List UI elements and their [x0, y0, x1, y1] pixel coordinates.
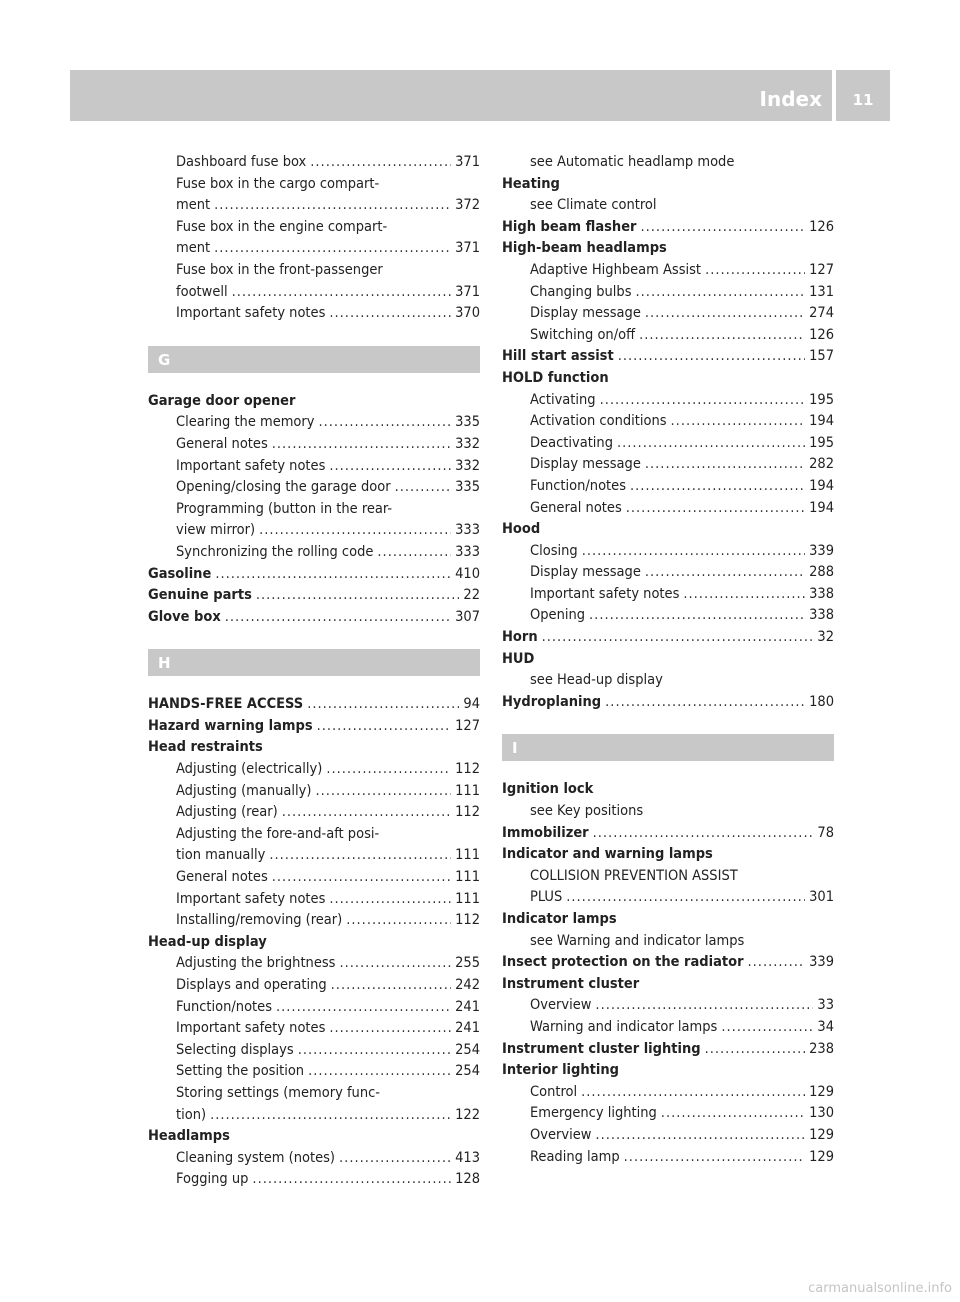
- page-ref: 370: [455, 305, 480, 322]
- entry-label: Immobilizer: [502, 824, 589, 841]
- entry-label: tion): [176, 1106, 207, 1123]
- index-subentry: [148, 456, 480, 478]
- index-heading: Headlamps: [148, 1128, 230, 1145]
- index-heading: Indicator lamps: [502, 911, 617, 927]
- index-subentry: [148, 238, 480, 260]
- entry-label: Fuse box in the engine compart-: [176, 218, 388, 235]
- entry-label: ment: [176, 197, 211, 214]
- leader-dots: [605, 692, 805, 714]
- index-heading: Garage door opener: [148, 392, 296, 409]
- index-heading: Indicator and warning lamps: [502, 846, 713, 863]
- index-subentry: [502, 866, 834, 888]
- index-subentry: [148, 824, 480, 846]
- entry-label: Deactivating: [530, 434, 613, 451]
- index-subentry: [502, 303, 834, 325]
- index-entry: [148, 607, 480, 629]
- leader-dots: [339, 953, 451, 975]
- page-ref: 32: [817, 629, 834, 646]
- leader-dots: [624, 1147, 805, 1169]
- index-heading: Instrument cluster: [502, 975, 640, 992]
- entries-h: [148, 694, 480, 1191]
- index-entry: [502, 627, 834, 649]
- index-subentry: [148, 260, 480, 282]
- entry-label: Displays and operating: [176, 977, 327, 993]
- entry-label: Display message: [530, 456, 641, 473]
- entry-label: Important safety notes: [176, 305, 326, 322]
- leader-dots: [214, 195, 451, 217]
- entry-label: Setting the position: [176, 1063, 305, 1080]
- entry-label: see Automatic headlamp mode: [530, 154, 735, 170]
- index-subentry: [502, 325, 834, 347]
- entry-label: Programming (button in the rear-: [176, 500, 393, 517]
- index-subentry: [502, 433, 834, 455]
- page-ref: 372: [455, 197, 480, 214]
- header-title: Index: [759, 87, 822, 111]
- page-ref: 111: [455, 890, 480, 907]
- page-ref: 371: [455, 240, 480, 257]
- leader-dots: [595, 1125, 805, 1147]
- index-subentry: [148, 953, 480, 975]
- index-subentry: [502, 476, 834, 498]
- page-ref: 333: [455, 522, 480, 539]
- leader-dots: [276, 997, 451, 1019]
- leader-dots: [645, 454, 805, 476]
- leader-dots: [630, 476, 805, 498]
- page-ref: 288: [809, 564, 834, 581]
- page-ref: 254: [455, 1041, 480, 1058]
- entry-label: Adaptive Highbeam Assist: [530, 261, 702, 278]
- leader-dots: [272, 867, 451, 889]
- entry-label: Adjusting (manually): [176, 782, 312, 799]
- index-subentry: [148, 217, 480, 239]
- index-heading: Hood: [502, 521, 541, 538]
- leader-dots: [319, 412, 452, 434]
- leader-dots: [595, 995, 813, 1017]
- entry-label: Adjusting (rear): [176, 804, 278, 821]
- index-entry: [148, 716, 480, 738]
- page-ref: 338: [809, 607, 834, 624]
- page-ref: 128: [455, 1171, 480, 1188]
- entry-label: General notes: [530, 499, 622, 516]
- page-ref: 332: [455, 457, 480, 474]
- index-subentry: [502, 562, 834, 584]
- index-subentry: [502, 1147, 834, 1169]
- entry-label: Genuine parts: [148, 587, 252, 604]
- leader-dots: [317, 716, 451, 738]
- leader-dots: [310, 152, 451, 174]
- leader-dots: [259, 520, 451, 542]
- index-heading: Ignition lock: [502, 781, 594, 798]
- index-subentry: [502, 260, 834, 282]
- entry-label: HANDS-FREE ACCESS: [148, 696, 304, 713]
- index-heading: HUD: [502, 650, 535, 667]
- leader-dots: [331, 975, 451, 997]
- page-ref: 33: [817, 997, 834, 1014]
- page-ref: 282: [809, 456, 834, 473]
- page-ref: 194: [809, 413, 834, 430]
- page-ref: 129: [809, 1083, 834, 1100]
- index-subentry: [502, 152, 834, 174]
- index-subentry: [148, 889, 480, 911]
- index-subentry: [502, 1125, 834, 1147]
- index-subentry: [148, 520, 480, 542]
- index-column-left: [148, 152, 480, 1191]
- leader-dots: [298, 1040, 451, 1062]
- index-subentry: [148, 802, 480, 824]
- page-ref: 112: [455, 912, 480, 929]
- leader-dots: [329, 303, 451, 325]
- index-subentry: [502, 411, 834, 433]
- entry-label: PLUS: [530, 889, 563, 906]
- entry-label: Activating: [530, 391, 596, 408]
- entry-label: Function/notes: [530, 477, 626, 494]
- entry-label: Important safety notes: [176, 890, 326, 907]
- entry-label: High beam flasher: [502, 218, 637, 235]
- section-letter-i: I: [502, 734, 834, 761]
- index-subentry: [502, 1103, 834, 1125]
- entry-label: Display message: [530, 305, 641, 322]
- index-subentry: [148, 1169, 480, 1191]
- index-subentry: [148, 152, 480, 174]
- index-subentry: [148, 477, 480, 499]
- entry-label: Adjusting the brightness: [176, 955, 336, 972]
- leader-dots: [589, 605, 805, 627]
- leader-dots: [215, 564, 451, 586]
- index-heading: Head-up display: [148, 933, 267, 950]
- entry-label: Activation conditions: [530, 413, 667, 430]
- page-ref: 332: [455, 435, 480, 452]
- index-entry: [502, 346, 834, 368]
- page-ref: 410: [455, 565, 480, 582]
- leader-dots: [626, 498, 805, 520]
- index-subentry: [502, 931, 834, 953]
- index-subentry: [502, 282, 834, 304]
- entry-label: Selecting displays: [176, 1041, 294, 1058]
- index-heading: High-beam headlamps: [502, 240, 667, 257]
- page-ref: 307: [455, 608, 480, 625]
- entry-label: Emergency lighting: [530, 1105, 657, 1122]
- entry-label: Opening: [530, 607, 586, 624]
- leader-dots: [721, 1017, 813, 1039]
- leader-dots: [315, 781, 451, 803]
- entry-label: Hazard warning lamps: [148, 717, 313, 734]
- entry-label: Control: [530, 1083, 578, 1100]
- entries-g: [148, 391, 480, 629]
- index-subentry: [502, 454, 834, 476]
- index-subentry: [502, 195, 834, 217]
- page-ref: 122: [455, 1106, 480, 1123]
- page-ref: 130: [809, 1105, 834, 1122]
- index-subentry: [502, 498, 834, 520]
- entry-label: Installing/removing (rear): [176, 912, 343, 929]
- index-subentry: [148, 781, 480, 803]
- index-subentry: [502, 887, 834, 909]
- page-ref: 241: [455, 998, 480, 1015]
- leader-dots: [214, 238, 451, 260]
- leader-dots: [593, 823, 814, 845]
- page-ref: 242: [455, 977, 480, 993]
- index-entry: [148, 564, 480, 586]
- entry-label: Hydroplaning: [502, 693, 602, 710]
- page-ref: 254: [455, 1063, 480, 1080]
- page-ref: 335: [455, 479, 480, 496]
- page-ref: 241: [455, 1020, 480, 1037]
- watermark: carmanualsonline.info: [808, 1281, 952, 1296]
- leader-dots: [329, 1018, 451, 1040]
- page-ref: 339: [809, 542, 834, 559]
- index-subentry: [502, 584, 834, 606]
- page-ref: 127: [455, 717, 480, 734]
- page-ref: 157: [809, 348, 834, 365]
- index-entry: [502, 217, 834, 239]
- header-bar: [70, 70, 832, 121]
- entry-label: Fogging up: [176, 1171, 249, 1188]
- page-ref: 126: [809, 326, 834, 343]
- page-ref: 111: [455, 869, 480, 886]
- index-subentry: [502, 390, 834, 412]
- entry-label: Synchronizing the rolling code: [176, 543, 374, 560]
- entry-label: Switching on/off: [530, 326, 636, 343]
- entry-label: footwell: [176, 283, 228, 300]
- page-ref: 127: [809, 261, 834, 278]
- index-subentry: [148, 1083, 480, 1105]
- entry-label: COLLISION PREVENTION ASSIST: [530, 867, 738, 884]
- entries-i: [502, 779, 834, 1168]
- index-subentry: [148, 434, 480, 456]
- index-subentry: [148, 412, 480, 434]
- entry-label: Changing bulbs: [530, 283, 632, 300]
- page-ref: 195: [809, 434, 834, 451]
- entry-label: Clearing the memory: [176, 414, 315, 431]
- page-ref: 129: [809, 1126, 834, 1143]
- index-heading: Head restraints: [148, 739, 263, 756]
- page-ref: 94: [463, 696, 480, 713]
- page-ref: 129: [809, 1148, 834, 1165]
- entry-label: see Warning and indicator lamps: [530, 932, 745, 949]
- leader-dots: [225, 607, 451, 629]
- entry-label: Gasoline: [148, 565, 212, 582]
- index-subentry: [148, 1148, 480, 1170]
- page-ref: 371: [455, 283, 480, 300]
- page-ref: 413: [455, 1149, 480, 1166]
- index-subentry: [502, 670, 834, 692]
- page-ref: 111: [455, 847, 480, 864]
- leader-dots: [683, 584, 805, 606]
- index-entry: [148, 585, 480, 607]
- leader-dots: [282, 802, 451, 824]
- entry-label: Display message: [530, 564, 641, 581]
- page-ref: 274: [809, 305, 834, 322]
- leader-dots: [671, 411, 806, 433]
- page-ref: 301: [809, 889, 834, 906]
- entry-label: Horn: [502, 629, 538, 646]
- entry-label: Overview: [530, 1126, 592, 1143]
- page-header: [70, 70, 890, 121]
- leader-dots: [705, 260, 805, 282]
- entry-label: Important safety notes: [530, 585, 680, 602]
- entry-label: Cleaning system (notes): [176, 1149, 336, 1166]
- leader-dots: [395, 477, 452, 499]
- page-ref: 112: [455, 804, 480, 821]
- index-subentry: [148, 997, 480, 1019]
- entry-label: see Head-up display: [530, 672, 663, 689]
- index-subentry: [502, 801, 834, 823]
- page-ref: 335: [455, 414, 480, 431]
- leader-dots: [617, 433, 805, 455]
- index-entry: [502, 952, 834, 974]
- index-subentry: [502, 995, 834, 1017]
- page-ref: 126: [809, 218, 834, 235]
- entry-label: Adjusting the fore-and-aft posi-: [176, 825, 380, 842]
- leader-dots: [232, 282, 451, 304]
- index-subentry: [148, 303, 480, 325]
- leader-dots: [542, 627, 814, 649]
- leader-dots: [641, 217, 806, 239]
- entry-label: view mirror): [176, 522, 256, 539]
- section-letter-h: H: [148, 649, 480, 676]
- index-subentry: [148, 1040, 480, 1062]
- entries-left-top: [148, 152, 480, 325]
- leader-dots: [618, 346, 805, 368]
- index-entry: [502, 1039, 834, 1061]
- entry-label: Insect protection on the radiator: [502, 954, 744, 971]
- page-ref: 112: [455, 761, 480, 778]
- entry-label: Instrument cluster lighting: [502, 1040, 701, 1057]
- index-subentry: [148, 1018, 480, 1040]
- entries-right-top: [502, 152, 834, 713]
- leader-dots: [326, 759, 451, 781]
- index-subentry: [502, 1082, 834, 1104]
- entry-label: Fuse box in the front-passenger: [176, 261, 383, 278]
- page-ref: 22: [463, 587, 480, 604]
- index-column-right: [502, 152, 834, 1168]
- page-ref: 338: [809, 585, 834, 602]
- leader-dots: [339, 1148, 451, 1170]
- leader-dots: [210, 1105, 451, 1127]
- leader-dots: [329, 889, 451, 911]
- page-ref: 255: [455, 955, 480, 972]
- page-ref: 180: [809, 693, 834, 710]
- index-heading: HOLD function: [502, 369, 609, 386]
- index-subentry: [148, 282, 480, 304]
- page-ref: 371: [455, 154, 480, 170]
- entry-label: ment: [176, 240, 211, 257]
- index-entry: [502, 692, 834, 714]
- entry-label: Storing settings (memory func-: [176, 1084, 380, 1101]
- entry-label: Reading lamp: [530, 1148, 620, 1165]
- entry-label: Adjusting (electrically): [176, 761, 323, 778]
- leader-dots: [329, 456, 451, 478]
- page-ref: 194: [809, 477, 834, 494]
- leader-dots: [636, 282, 806, 304]
- page-ref: 111: [455, 782, 480, 799]
- leader-dots: [272, 434, 451, 456]
- leader-dots: [252, 1169, 451, 1191]
- index-subentry: [148, 542, 480, 564]
- index-heading: Interior lighting: [502, 1062, 619, 1079]
- page-ref: 78: [817, 824, 834, 841]
- leader-dots: [645, 303, 805, 325]
- entry-label: see Climate control: [530, 197, 657, 214]
- leader-dots: [661, 1103, 805, 1125]
- page-number-box: [836, 70, 890, 121]
- index-subentry: [502, 1017, 834, 1039]
- entry-label: Closing: [530, 542, 578, 559]
- index-subentry: [148, 845, 480, 867]
- index-heading: Heating: [502, 175, 560, 192]
- leader-dots: [581, 1082, 805, 1104]
- page-ref: 339: [809, 954, 834, 971]
- entry-label: Important safety notes: [176, 1020, 326, 1037]
- index-entry: [502, 823, 834, 845]
- entry-label: General notes: [176, 869, 268, 886]
- leader-dots: [346, 910, 451, 932]
- page-ref: 131: [809, 283, 834, 300]
- leader-dots: [307, 694, 459, 716]
- index-subentry: [148, 759, 480, 781]
- entry-label: Warning and indicator lamps: [530, 1018, 718, 1035]
- index-subentry: [148, 1105, 480, 1127]
- index-subentry: [148, 195, 480, 217]
- page-ref: 333: [455, 543, 480, 560]
- page-ref: 34: [817, 1018, 834, 1035]
- entry-label: Hill start assist: [502, 348, 614, 365]
- leader-dots: [377, 542, 451, 564]
- index-subentry: [148, 1061, 480, 1083]
- page-ref: 238: [809, 1040, 834, 1057]
- leader-dots: [269, 845, 451, 867]
- section-letter-g: G: [148, 346, 480, 373]
- leader-dots: [748, 952, 806, 974]
- page-ref: 194: [809, 499, 834, 516]
- leader-dots: [600, 390, 806, 412]
- entry-label: Overview: [530, 997, 592, 1014]
- entry-label: tion manually: [176, 847, 266, 864]
- page-ref: 195: [809, 391, 834, 408]
- index-subentry: [148, 499, 480, 521]
- leader-dots: [256, 585, 460, 607]
- index-subentry: [148, 910, 480, 932]
- leader-dots: [705, 1039, 806, 1061]
- entry-label: Fuse box in the cargo compart-: [176, 175, 380, 192]
- entry-label: Dashboard fuse box: [176, 154, 307, 170]
- leader-dots: [308, 1061, 451, 1083]
- entry-label: Important safety notes: [176, 457, 326, 474]
- leader-dots: [582, 541, 805, 563]
- leader-dots: [639, 325, 805, 347]
- entry-label: Function/notes: [176, 998, 272, 1015]
- index-subentry: [502, 605, 834, 627]
- entry-label: see Key positions: [530, 803, 644, 820]
- index-subentry: [502, 541, 834, 563]
- index-entry: [148, 694, 480, 716]
- entry-label: Glove box: [148, 608, 221, 625]
- leader-dots: [566, 887, 805, 909]
- index-subentry: [148, 867, 480, 889]
- leader-dots: [645, 562, 805, 584]
- entry-label: General notes: [176, 435, 268, 452]
- page-number: 11: [852, 91, 874, 109]
- index-subentry: [148, 174, 480, 196]
- index-subentry: [148, 975, 480, 997]
- entry-label: Opening/closing the garage door: [176, 479, 391, 496]
